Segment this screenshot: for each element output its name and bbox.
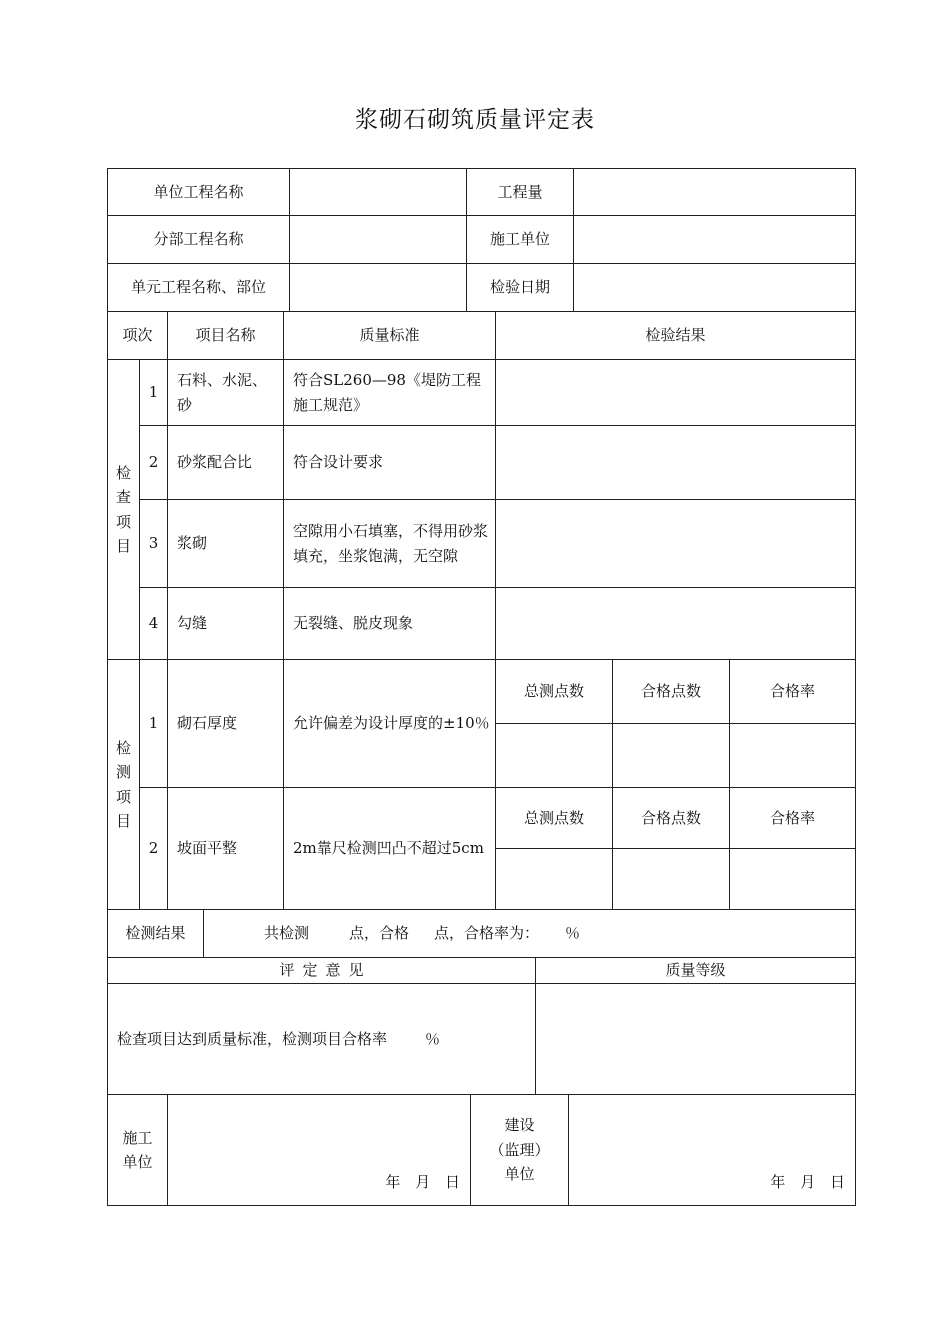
construction-unit-label xyxy=(107,1094,168,1206)
total-points-value[interactable] xyxy=(495,723,613,788)
passed-points-value[interactable] xyxy=(612,723,730,788)
element-value[interactable] xyxy=(289,263,467,312)
measure-group-char: 目 xyxy=(115,812,131,830)
opinion-header-char: 定 xyxy=(302,961,318,979)
measure-item-no: 2 xyxy=(139,787,168,910)
check-item-standard: 符合SL260—98《堤防工程施工规范》 xyxy=(283,359,496,426)
col-standard-header: 质量标准 xyxy=(283,311,496,360)
passed-points-header: 合格点数 xyxy=(612,659,730,724)
summary-t1: 共检测 xyxy=(264,924,310,942)
inspect-date-value[interactable] xyxy=(573,263,856,312)
measure-item-no: 1 xyxy=(139,659,168,788)
opinion-header-char: 意 xyxy=(325,961,341,979)
total-points-value[interactable] xyxy=(495,848,613,910)
summary-t4: ％ xyxy=(565,924,581,942)
construction-unit-line: 单位 xyxy=(122,1153,153,1171)
quantity-value[interactable] xyxy=(573,168,856,216)
check-item-result[interactable] xyxy=(495,587,856,660)
pass-rate-value[interactable] xyxy=(729,723,856,788)
unit-project-value[interactable] xyxy=(289,168,467,216)
division-value[interactable] xyxy=(289,215,467,264)
measure-group-char: 测 xyxy=(115,763,131,781)
measure-group-char: 项 xyxy=(115,787,131,806)
measure-group-label xyxy=(107,659,140,910)
summary-t2: 点，合格 xyxy=(349,924,410,942)
check-group-char: 目 xyxy=(115,537,131,555)
owner-unit-label xyxy=(470,1094,569,1206)
check-item-standard: 空隙用小石填塞，不得用砂浆填充，坐浆饱满，无空隙 xyxy=(283,499,496,588)
inspect-date-label: 检验日期 xyxy=(466,263,574,312)
check-group-char: 查 xyxy=(115,488,131,506)
measure-item-name: 砌石厚度 xyxy=(167,659,284,788)
construction-date xyxy=(375,1170,460,1195)
construction-unit-line: 施工 xyxy=(122,1128,153,1147)
measure-item-standard: 2m靠尺检测凹凸不超过5cm xyxy=(283,787,496,910)
owner-unit-line: 建设 xyxy=(504,1116,535,1135)
opinion-header xyxy=(107,957,536,984)
col-item-name-header: 项目名称 xyxy=(167,311,284,360)
owner-unit-line: 单位 xyxy=(504,1165,535,1184)
col-result-header: 检验结果 xyxy=(495,311,856,360)
opinion-percent: ％ xyxy=(425,1029,441,1048)
owner-sign-area[interactable] xyxy=(568,1094,856,1206)
grade-header: 质量等级 xyxy=(535,957,856,984)
check-item-result[interactable] xyxy=(495,425,856,500)
owner-unit-line: （监理） xyxy=(489,1140,550,1159)
date-year: 年 xyxy=(770,1173,786,1191)
pass-rate-header: 合格率 xyxy=(729,659,856,724)
passed-points-value[interactable] xyxy=(612,848,730,910)
opinion-header-char: 评 xyxy=(279,961,295,979)
check-item-name: 石料、水泥、砂 xyxy=(167,359,284,426)
check-item-no: 1 xyxy=(139,359,168,426)
check-group-label xyxy=(107,359,140,660)
quantity-label: 工程量 xyxy=(466,168,574,216)
date-day: 日 xyxy=(829,1173,845,1191)
quality-evaluation-table xyxy=(107,168,856,1206)
check-group-char: 项 xyxy=(115,512,131,531)
check-item-name: 浆砌 xyxy=(167,499,284,588)
date-day: 日 xyxy=(444,1173,460,1191)
date-month: 月 xyxy=(415,1173,431,1191)
opinion-header-char: 见 xyxy=(348,961,364,979)
total-points-header: 总测点数 xyxy=(495,659,613,724)
opinion-content xyxy=(107,983,536,1095)
measure-group-char: 检 xyxy=(115,738,131,757)
col-seq-header: 项次 xyxy=(107,311,168,360)
check-item-no: 4 xyxy=(139,587,168,660)
element-label: 单元工程名称、部位 xyxy=(107,263,290,312)
check-item-standard: 无裂缝、脱皮现象 xyxy=(283,587,496,660)
division-label: 分部工程名称 xyxy=(107,215,290,264)
contractor-value[interactable] xyxy=(573,215,856,264)
date-month: 月 xyxy=(800,1173,816,1191)
passed-points-header: 合格点数 xyxy=(612,787,730,849)
summary-text xyxy=(203,909,856,958)
check-item-result[interactable] xyxy=(495,499,856,588)
summary-label: 检测结果 xyxy=(107,909,204,958)
check-group-char: 检 xyxy=(115,463,131,482)
summary-t3: 点，合格率为： xyxy=(434,924,540,942)
measure-item-name: 坡面平整 xyxy=(167,787,284,910)
construction-sign-area[interactable] xyxy=(167,1094,471,1206)
check-item-name: 砂浆配合比 xyxy=(167,425,284,500)
check-item-no: 3 xyxy=(139,499,168,588)
check-item-standard: 符合设计要求 xyxy=(283,425,496,500)
opinion-text: 检查项目达到质量标准，检测项目合格率 xyxy=(117,1029,388,1048)
contractor-label: 施工单位 xyxy=(466,215,574,264)
check-item-result[interactable] xyxy=(495,359,856,426)
total-points-header: 总测点数 xyxy=(495,787,613,849)
grade-value[interactable] xyxy=(535,983,856,1095)
check-item-no: 2 xyxy=(139,425,168,500)
check-item-name: 勾缝 xyxy=(167,587,284,660)
pass-rate-header: 合格率 xyxy=(729,787,856,849)
date-year: 年 xyxy=(385,1173,401,1191)
pass-rate-value[interactable] xyxy=(729,848,856,910)
unit-project-label: 单位工程名称 xyxy=(107,168,290,216)
owner-date xyxy=(760,1170,845,1195)
page-title: 浆砌石砌筑质量评定表 xyxy=(355,107,595,133)
measure-item-standard: 允许偏差为设计厚度的±10％ xyxy=(283,659,496,788)
